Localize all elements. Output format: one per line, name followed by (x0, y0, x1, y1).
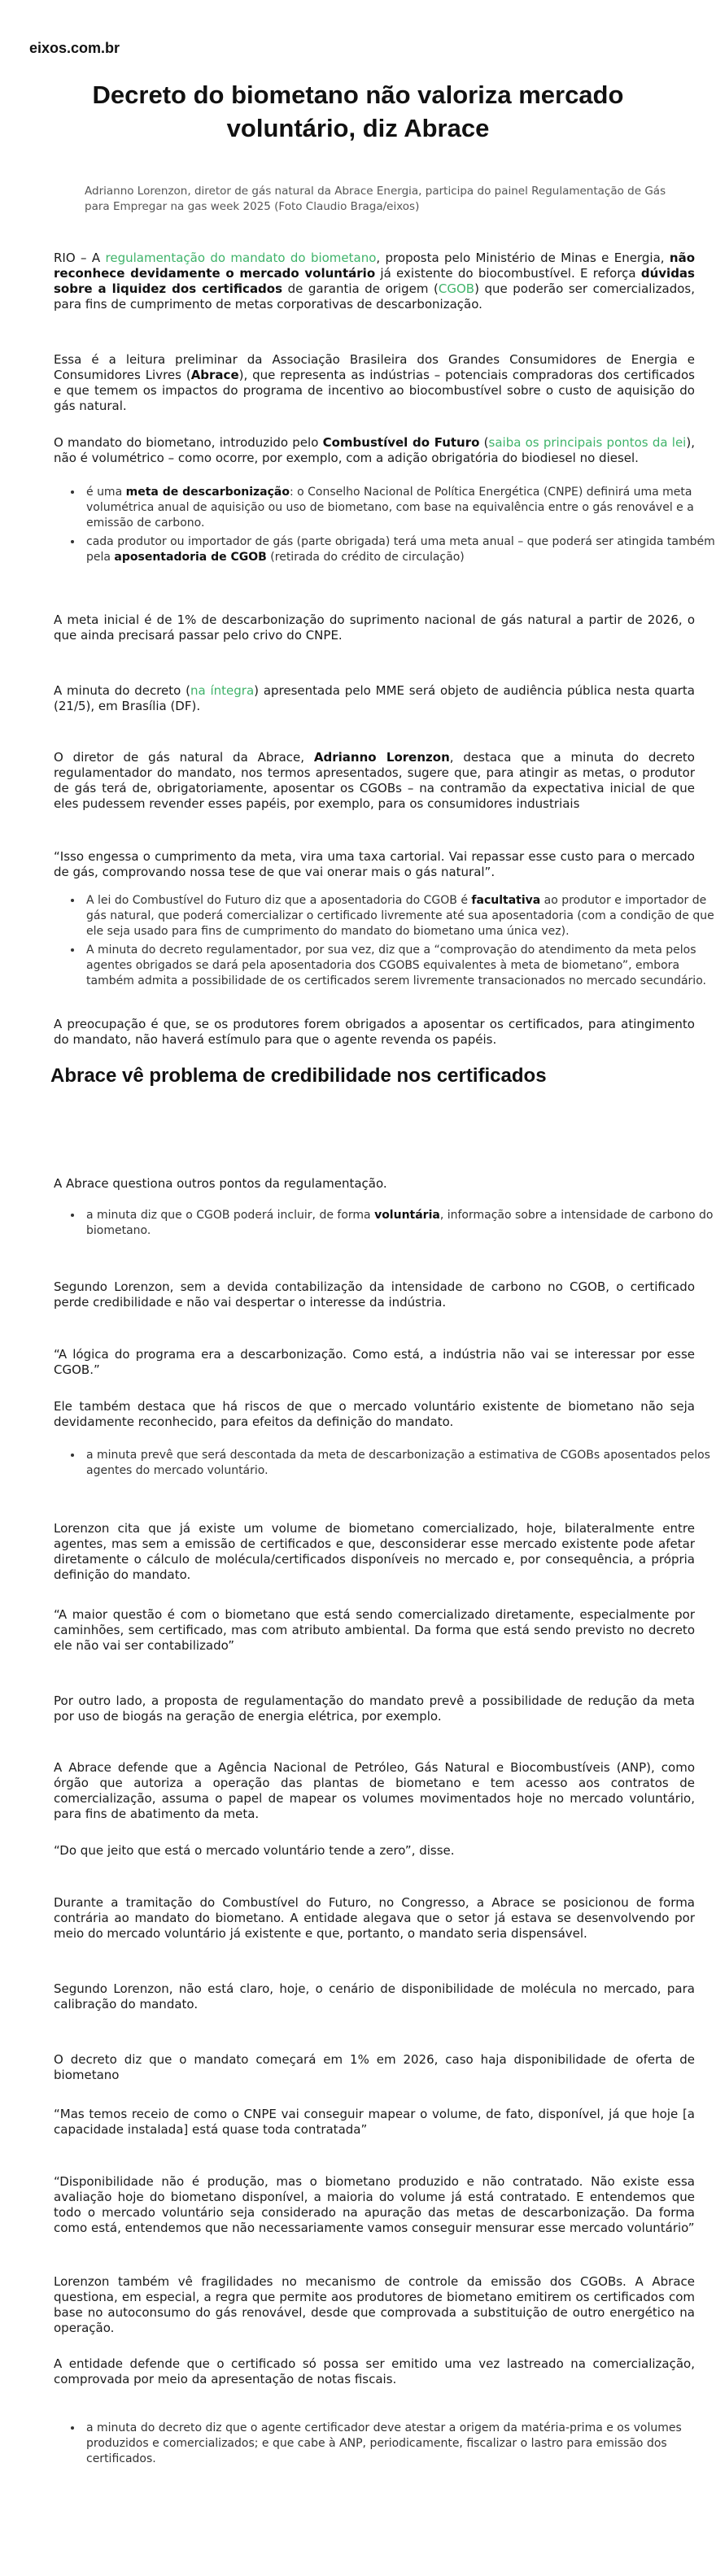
paragraph-invoice-backing: A entidade defende que o certificado só possa ser emitido uma vez lastreado na comercialização, comprovada por meio da apresentação de notas fiscais. (54, 2356, 695, 2386)
paragraph-abrace-reading: Essa é a leitura preliminar da Associação Brasileira dos Grandes Consumidores de Energia e Consumidores Livres (Abrace), que representa as indústrias – potenciais compradoras dos certificados e que temem os impactos do programa de incentivo ao biocombustível sobre o custo de aquisição do gás natural. (54, 352, 695, 413)
link-mandate-regulation[interactable]: regulamentação do mandato do biometano (105, 251, 377, 265)
list-item: • A lei do Combustível do Futuro diz que a aposentadoria do CGOB é facultativa ao produtor e importador de gás natural, que poderá comercializar o certificado livremente até sua aposentadoria (com a condição de que ele seja usado para fins de cumprimento do mandato do biometano uma única vez). (83, 893, 716, 939)
paragraph-initial-target: A meta inicial é de 1% de descarbonização do suprimento nacional de gás natural a partir de 2026, o que ainda precisará passar pelo crivo do CNPE. (54, 612, 695, 643)
paragraph-anp-role: A Abrace defende que a Agência Nacional de Petróleo, Gás Natural e Biocombustíveis (ANP), como órgão que autoriza a operação das plantas de biometano e tem acesso aos contratos de comercialização, assuma o papel de mapear os volumes movimentados hoje no mercado voluntário, para fins de abatimento da meta. (54, 1760, 695, 1821)
paragraph-availability: Segundo Lorenzon, não está claro, hoje, o cenário de disponibilidade de molécula no mercado, para calibração do mandato. (54, 1981, 695, 2012)
link-law-highlights[interactable]: saiba os principais pontos da lei (488, 435, 687, 450)
paragraph-congress: Durante a tramitação do Combustível do Futuro, no Congresso, a Abrace se posicionou de forma contrária ao mandato do biometano. A entidade alegava que o setor já estava se desenvolvendo por meio do mercado voluntário já existente e que, portanto, o mandato seria dispensável. (54, 1895, 695, 1941)
link-full-text[interactable]: na íntegra (190, 683, 255, 698)
quote-paragraph: “A maior questão é com o biometano que está sendo comercializado diretamente, especialmente por caminhões, sem certificado, mas com atributo ambiental. Da forma que está sendo previsto no decreto ele não vai ser contabilizado” (54, 1607, 695, 1653)
site-name[interactable]: eixos.com.br (29, 40, 120, 56)
list-item: • a minuta prevê que será descontada da meta de descarbonização a estimativa de CGOBs aposentados pelos agentes do mercado voluntário. (83, 1448, 716, 1479)
paragraph-bilateral-volume: Lorenzon cita que já existe um volume de biometano comercializado, hoje, bilateralmente entre agentes, mas sem a emissão de certificados e que, desconsiderar esse mercado existente pode afetar diretamente o cálculo de molécula/certificados disponíveis no mercado e, por consequência, a própria definição do mandato. (54, 1521, 695, 1582)
quote-paragraph: “Mas temos receio de como o CNPE vai conseguir mapear o volume, de fato, disponível, já que hoje [a capacidade instalada] está quase toda contratada” (54, 2107, 695, 2137)
list-certifier (54, 2421, 716, 2470)
paragraph-credibility: Segundo Lorenzon, sem a devida contabilização da intensidade de carbono no CGOB, o certificado perde credibilidade e não vai despertar o interesse da indústria. (54, 1279, 695, 1310)
quote-paragraph: “A lógica do programa era a descarbonização. Como está, a indústria não vai se interessar por esse CGOB.” (54, 1347, 695, 1377)
list-item: • é uma meta de descarbonização: o Conselho Nacional de Política Energética (CNPE) definirá uma meta volumétrica anual de aquisição ou uso de biometano, com base na equivalência entre o gás renovável e a emissão de carbono. (83, 485, 716, 531)
photo-caption: Adrianno Lorenzon, diretor de gás natural da Abrace Energia, participa do painel Regulamentação de Gás para Empregar na gas week 2025 (Foto Claudio Braga/eixos) (85, 185, 666, 213)
paragraph-other-points: A Abrace questiona outros pontos da regulamentação. (54, 1176, 387, 1191)
list-mandate-rules (54, 485, 716, 569)
list-cgob-voluntary (54, 1208, 716, 1242)
article-title: Decreto do biometano não valoriza mercado voluntário, diz Abrace (92, 81, 624, 142)
paragraph-lorenzon: O diretor de gás natural da Abrace, Adrianno Lorenzon, destaca que a minuta do decreto regulamentador do mandato, nos termos apresentados, sugere que, para atingir as metas, o produtor de gás terá de, obrigatoriamente, aposentar os CGOBs – na contramão da expectativa inicial de que eles pudessem revender esses papéis, por exemplo, para os consumidores industriais (54, 750, 695, 811)
list-item: • A minuta do decreto regulamentador, por sua vez, diz que a “comprovação do atendimento da meta pelos agentes obrigados se dará pela aposentadoria dos CGOBS equivalentes à meta de biometano”, embora também admita a possibilidade de os certificados serem livremente transacionados no mercado secundário. (83, 943, 716, 989)
paragraph-voluntary-risk: Ele também destaca que há riscos de que o mercado voluntário existente de biometano não seja devidamente reconhecido, para efeitos da definição do mandato. (54, 1399, 695, 1429)
list-retirement (54, 893, 716, 992)
quote-paragraph: “Isso engessa o cumprimento da meta, vira uma taxa cartorial. Vai repassar esse custo para o mercado de gás, comprovando nossa tese de que vai onerar mais o gás natural”. (54, 849, 695, 879)
list-item: • a minuta do decreto diz que o agente certificador deve atestar a origem da matéria-prima e os volumes produzidos e comercializados; e que cabe à ANP, periodicamente, fiscalizar o lastro para emissão dos certificados. (83, 2421, 716, 2467)
paragraph-mandate: O mandato do biometano, introduzido pelo Combustível do Futuro (saiba os principais pontos da lei), não é volumétrico – como ocorre, por exemplo, com a adição obrigatória do biodiesel no diesel. (54, 435, 695, 465)
section-heading: Abrace vê problema de credibilidade nos certificados (50, 1065, 547, 1087)
paragraph-concern: A preocupação é que, se os produtores forem obrigados a aposentar os certificados, para atingimento do mandato, não haverá estímulo para que o agente revenda os papéis. (54, 1017, 695, 1047)
list-item: • cada produtor ou importador de gás (parte obrigada) terá uma meta anual – que poderá ser atingida também pela aposentadoria de CGOB (retirada do crédito de circulação) (83, 534, 716, 565)
list-item: • a minuta diz que o CGOB poderá incluir, de forma voluntária, informação sobre a intensidade de carbono do biometano. (83, 1208, 716, 1239)
paragraph-cgob-control: Lorenzon também vê fragilidades no mecanismo de controle da emissão dos CGOBs. A Abrace questiona, em especial, a regra que permite aos produtores de biometano emitirem os certificados com base no autoconsumo do gás renovável, desde que comprovada a substituição de outro energético na operação. (54, 2274, 695, 2335)
paragraph-decree-draft: A minuta do decreto (na íntegra) apresentada pelo MME será objeto de audiência pública nesta quarta (21/5), em Brasília (DF). (54, 683, 696, 713)
quote-paragraph: “Do que jeito que está o mercado voluntário tende a zero”, disse. (54, 1843, 455, 1858)
paragraph-start-1pct: O decreto diz que o mandato começará em 1% em 2026, caso haja disponibilidade de oferta de biometano (54, 2052, 695, 2082)
paragraph-intro: RIO – A regulamentação do mandato do biometano, proposta pelo Ministério de Minas e Energia, não reconhece devidamente o mercado voluntário já existente do biocombustível. E reforça dúvidas sobre a liquidez dos certificados de garantia de origem (CGOB) que poderão ser comercializados, para fins de cumprimento de metas corporativas de descarbonização. (54, 251, 695, 312)
link-cgob[interactable]: CGOB (438, 281, 475, 296)
quote-paragraph: “Disponibilidade não é produção, mas o biometano produzido e não contratado. Não existe essa avaliação hoje do biometano disponível, a maioria do volume já está contratado. E entendemos que todo o mercado voluntário seja considerado na apuração das metas de descarbonização. Da forma como está, entendemos que não necessariamente vamos conseguir mensurar esse mercado voluntário” (54, 2174, 695, 2235)
list-discount (54, 1448, 716, 1482)
paragraph-biogas-reduction: Por outro lado, a proposta de regulamentação do mandato prevê a possibilidade de redução da meta por uso de biogás na geração de energia elétrica, por exemplo. (54, 1693, 695, 1724)
